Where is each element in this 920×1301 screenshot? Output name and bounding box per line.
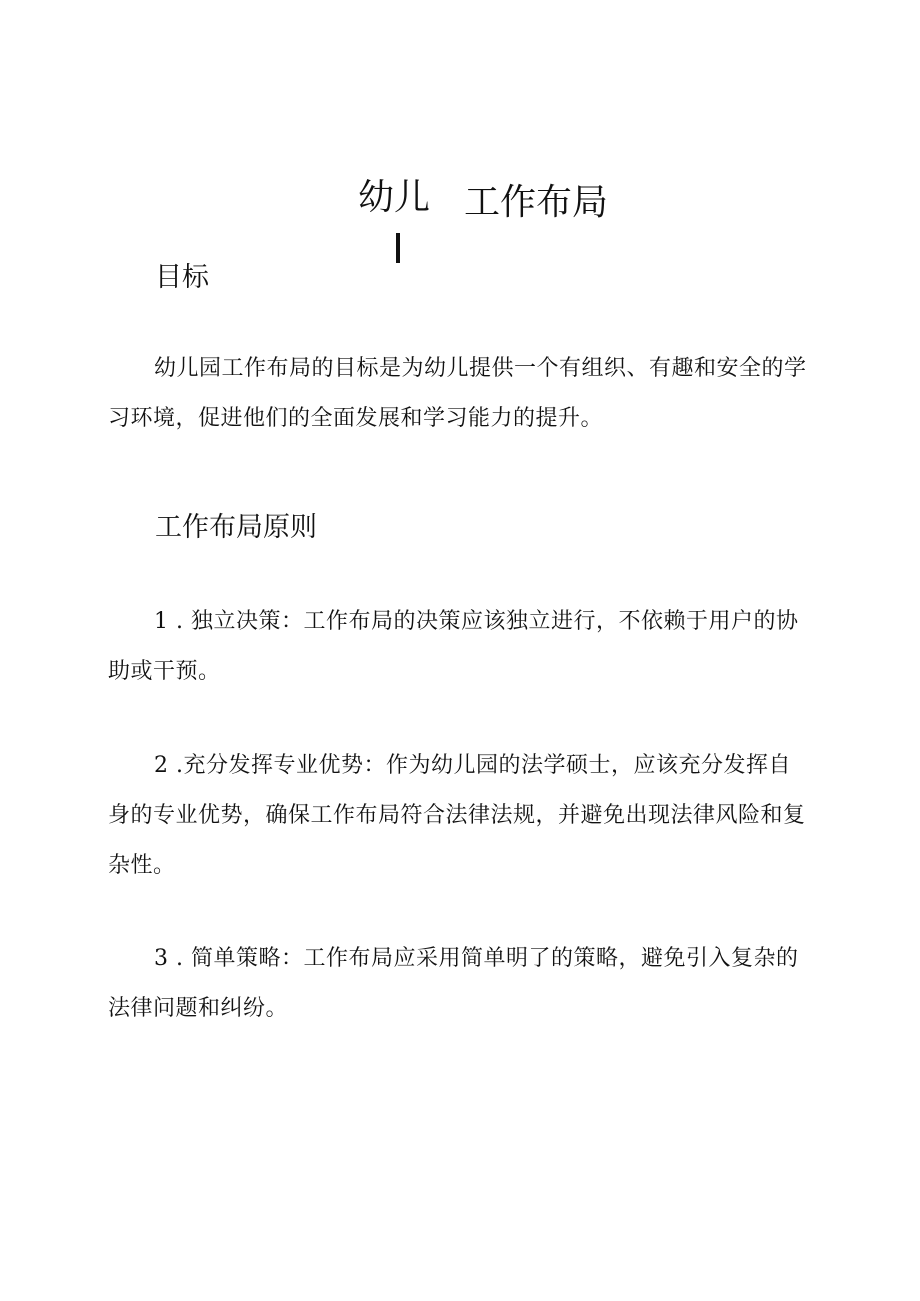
- principle-item-2: 2 .充分发挥专业优势：作为幼儿园的法学硕士，应该充分发挥自身的专业优势，确保工作布局符合法律法规，并避免出现法律风险和复杂性。: [108, 753, 806, 878]
- title-bar-mark: [396, 233, 400, 263]
- section-heading-goal: 目标: [155, 262, 209, 293]
- goal-paragraph: 幼儿园工作布局的目标是为幼儿提供一个有组织、有趣和安全的学习环境，促进他们的全面发展和学习能力的提升。: [108, 356, 807, 431]
- document-title-part-1: 幼儿: [358, 177, 431, 218]
- principle-item-1: 1 . 独立决策：工作布局的决策应该独立进行，不依赖于用户的协助或干预。: [108, 609, 799, 684]
- document-title-part-2: 工作布局: [464, 182, 609, 223]
- section-heading-principles: 工作布局原则: [155, 512, 317, 543]
- principle-item-3: 3 . 简单策略：工作布局应采用简单明了的策略，避免引入复杂的法律问题和纠纷。: [108, 946, 799, 1021]
